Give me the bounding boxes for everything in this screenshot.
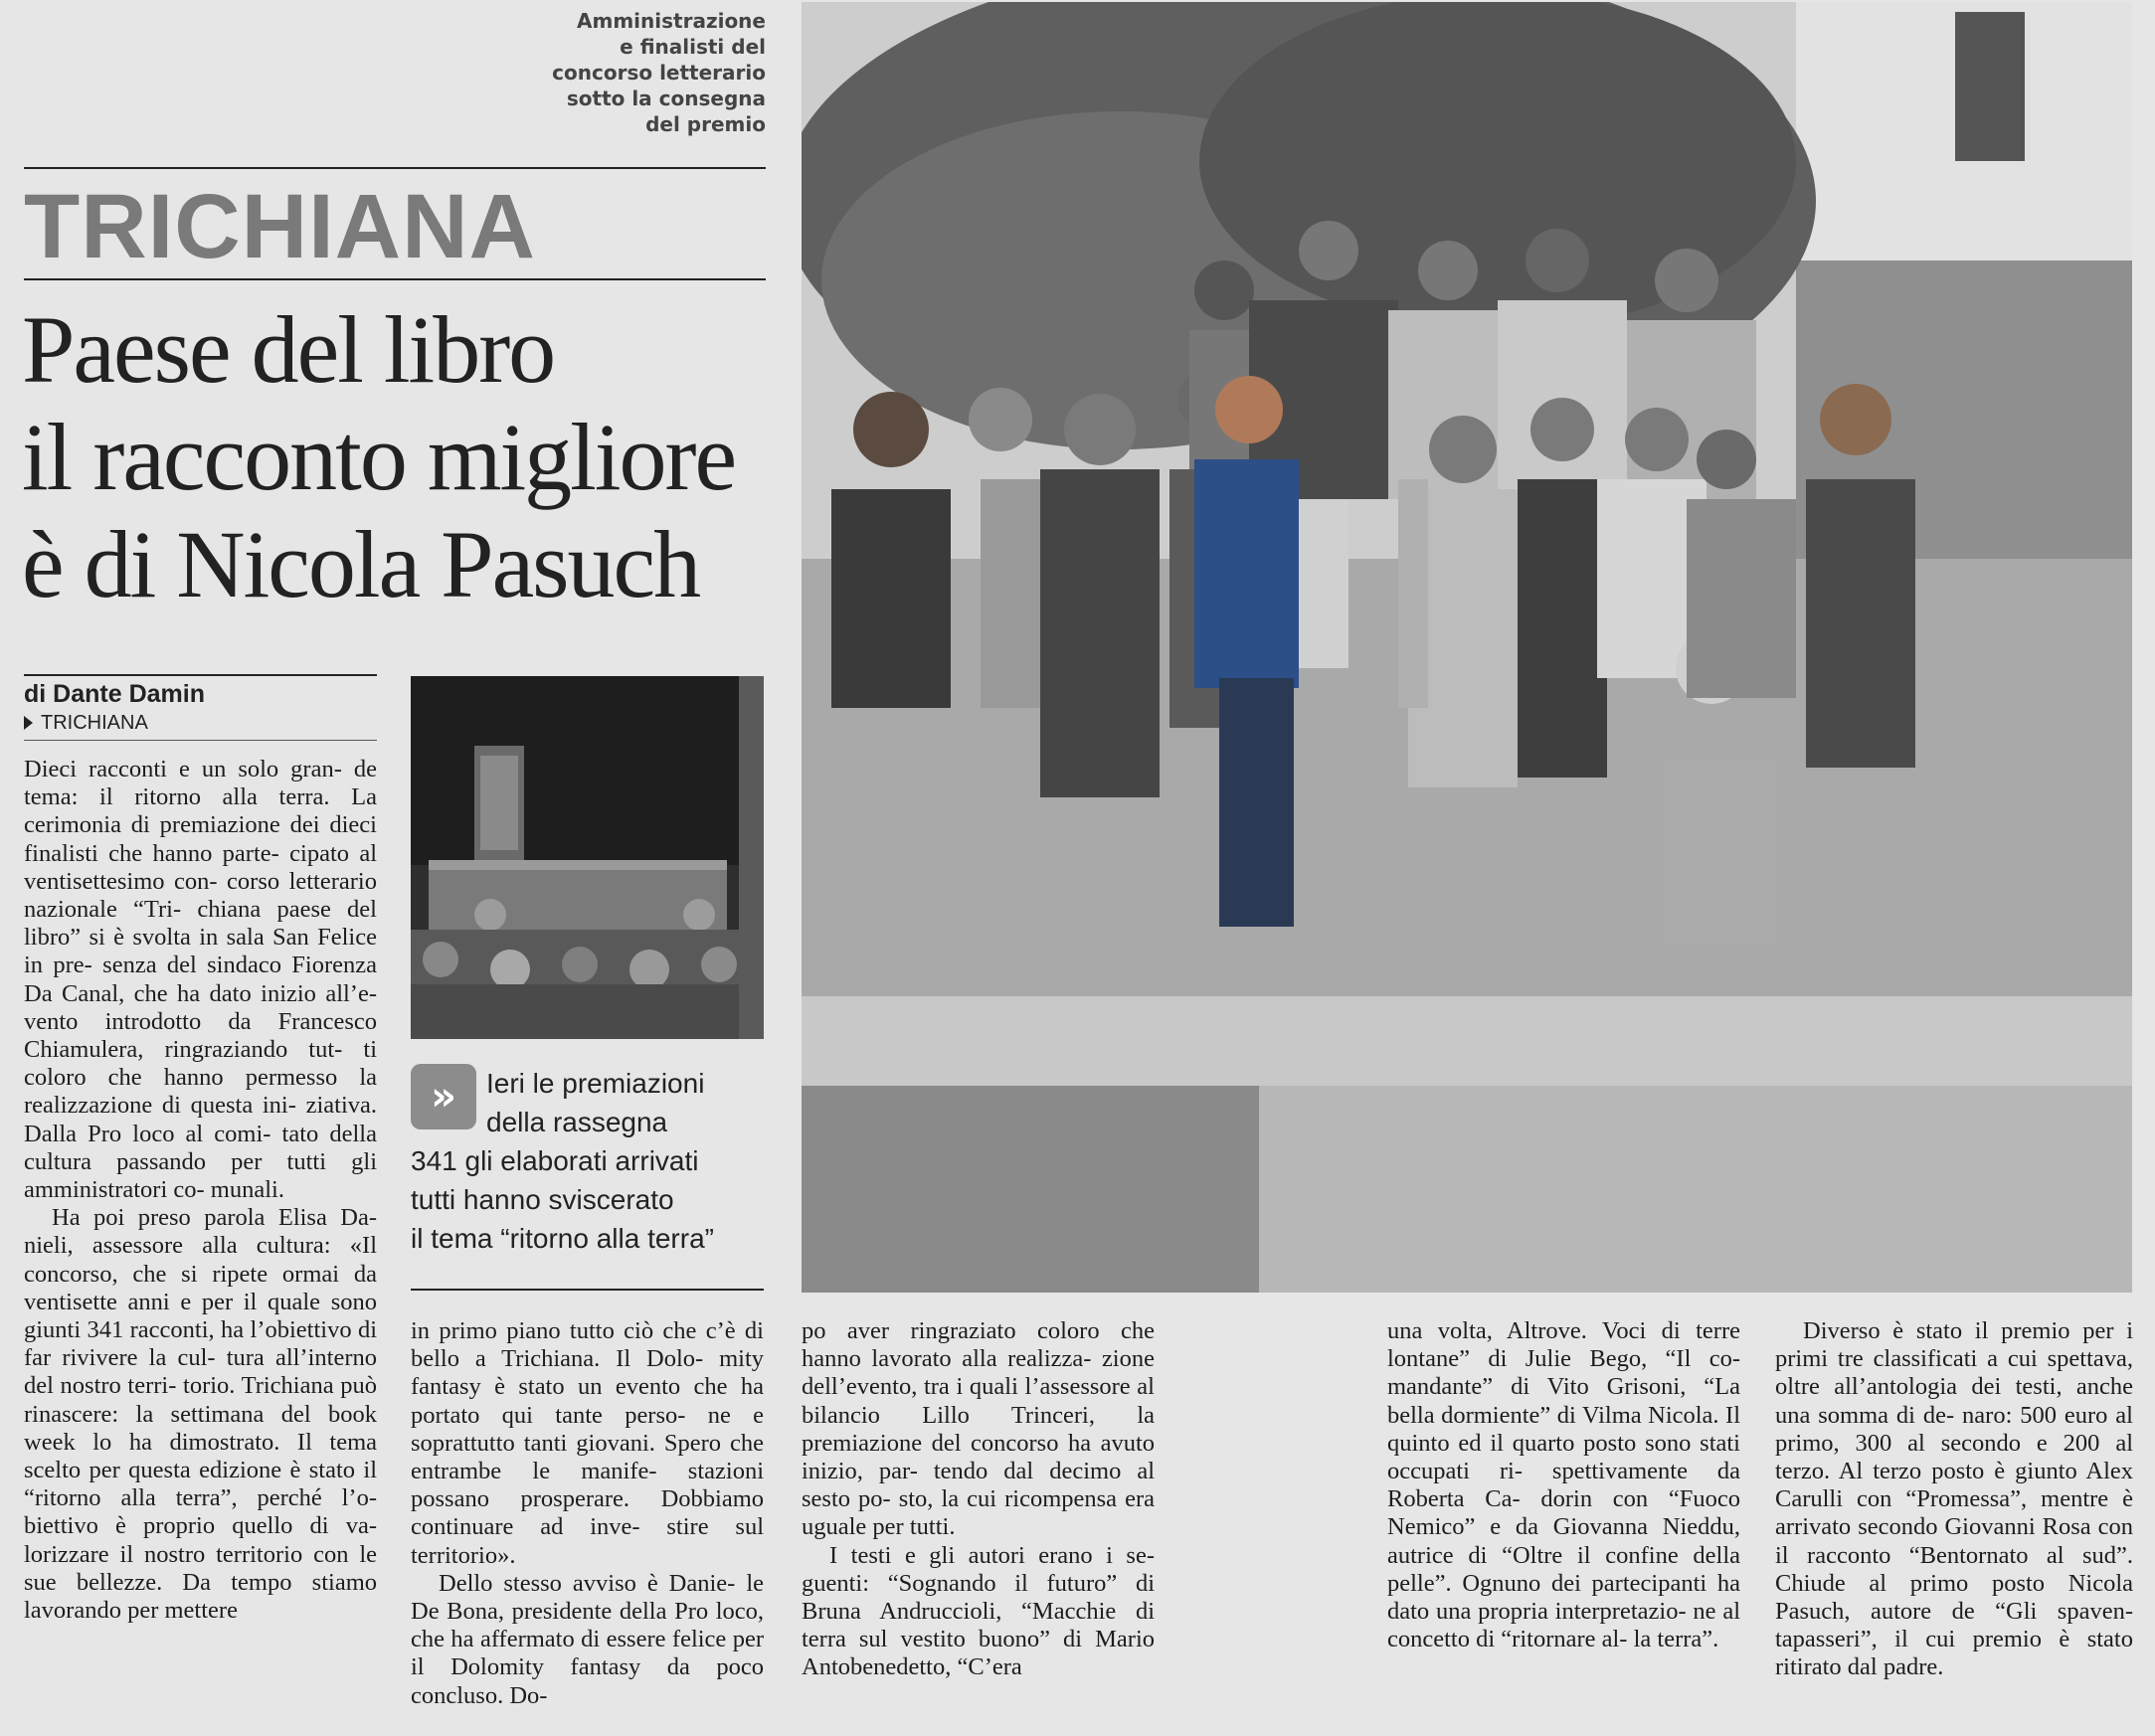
text-line: tendo dal decimo al sesto po- xyxy=(802,1458,1156,1513)
text-line: ne al concetto di “ritornare al- xyxy=(1387,1598,1740,1653)
double-chevron-right-icon: » xyxy=(411,1064,476,1129)
text-line: Dieci racconti e un solo gran- xyxy=(24,756,342,782)
text-line: concorso, che si ripete ormai xyxy=(24,1260,340,1288)
text-line: per tutti gli amministratori co- xyxy=(24,1147,378,1204)
text-line: la realizzazione di questa ini- xyxy=(24,1064,377,1120)
caption-line: Amministrazione xyxy=(577,9,766,33)
text-line: sono giunti 341 racconti, ha xyxy=(24,1288,377,1344)
divider xyxy=(411,1289,764,1291)
text-line: Spero che entrambe le manife- xyxy=(411,1429,764,1485)
text-line: Dobbiamo continuare ad inve- xyxy=(411,1485,765,1541)
text-line: testi, anche una somma di de- xyxy=(1775,1373,2134,1429)
text-line: una volta, Altrove. Voci di terre xyxy=(1387,1317,1740,1344)
text-line: Ognuno dei partecipanti ha xyxy=(1462,1569,1740,1597)
text-line: posto è giunto Alex Carulli con xyxy=(1775,1458,2134,1513)
text-line: ha dimostrato. Il tema scelto xyxy=(24,1428,378,1484)
text-line: I testi e gli autori erano i se- xyxy=(829,1541,1155,1569)
text-line: hanno lavorato alla realizza- xyxy=(802,1345,1092,1373)
text-line: stiamo lavorando per mettere xyxy=(24,1568,378,1625)
byline: di Dante Damin xyxy=(24,680,205,708)
text-line: “ritorno alla terra”, perché l’o- xyxy=(24,1484,377,1512)
text-line: essere felice per il Dolomity xyxy=(411,1626,765,1681)
text-line: lorizzare il nostro territorio xyxy=(24,1540,303,1568)
text-line: corso letterario nazionale “Tri- xyxy=(24,867,377,924)
paragraph xyxy=(802,1317,1155,1542)
text-line: Ha poi preso parola Elisa Da- xyxy=(52,1204,377,1232)
text-line: chiana paese del libro” si è xyxy=(24,896,377,952)
text-line: Chiude al primo posto Nicola xyxy=(1775,1569,2133,1597)
pull-quote-line: 341 gli elaborati arrivati xyxy=(411,1145,699,1176)
text-line: la terra”. xyxy=(1633,1626,1719,1653)
text-line: Mario Antobenedetto, “C’era xyxy=(802,1626,1155,1681)
paragraph xyxy=(1387,1317,1740,1653)
text-line: spettava, oltre all’antologia dei xyxy=(1775,1345,2134,1401)
text-line: biettivo è proprio quello di va- xyxy=(24,1512,377,1540)
pull-quote-line: della rassegna xyxy=(486,1107,668,1137)
article-column-3 xyxy=(802,1317,1155,1682)
text-line: Pasuch, autore de “Gli spaven- xyxy=(1775,1598,2133,1626)
text-line: l’assessore al bilancio Lillo xyxy=(802,1373,1155,1429)
caption-line: e finalisti del xyxy=(620,35,766,59)
ceremony-photo-graphic xyxy=(411,676,764,1039)
photo-caption xyxy=(537,8,766,137)
caption-line: del premio xyxy=(645,112,766,136)
text-line: cerimonia di premiazione dei xyxy=(24,811,320,839)
text-line: Bruna Andruccioli, “Macchie xyxy=(802,1598,1117,1626)
headline-line: Paese del libro xyxy=(22,296,555,403)
pull-quote-line: il tema “ritorno alla terra” xyxy=(411,1223,714,1254)
text-line: naro: 500 euro al primo, 300 al xyxy=(1775,1401,2133,1457)
ceremony-photo xyxy=(411,676,764,1039)
paragraph xyxy=(1775,1317,2133,1682)
group-photo-graphic xyxy=(802,2,2132,1293)
text-line: uguale per tutti. xyxy=(802,1513,956,1541)
text-line: racconto “Bentornato al sud”. xyxy=(1807,1541,2134,1569)
text-line: concorso ha avuto inizio, par- xyxy=(802,1429,1156,1485)
text-line: nieli, assessore alla cultura: «Il xyxy=(24,1232,377,1260)
text-line: “La bella dormiente” di Vilma xyxy=(1387,1373,1741,1429)
dateline xyxy=(24,712,148,735)
text-line: Pro loco, che ha affermato di xyxy=(411,1598,765,1653)
text-line: tapasseri”, il cui premio è stato xyxy=(1775,1626,2133,1653)
text-line: torio. Trichiana può rinascere: xyxy=(24,1372,377,1428)
text-line: vento introdotto da Francesco xyxy=(24,1007,377,1035)
text-line: guenti: “Sognando il futuro” di xyxy=(802,1569,1155,1597)
text-line: spettivamente da Roberta Ca- xyxy=(1387,1458,1740,1513)
text-line: con le sue bellezze. Da tempo xyxy=(24,1540,378,1596)
article-column-2 xyxy=(411,1317,764,1710)
text-line: lontane” di Julie Bego, “Il co- xyxy=(1387,1345,1740,1373)
paragraph xyxy=(24,1204,377,1625)
dateline-text: TRICHIANA xyxy=(41,712,148,734)
text-line: da ventisette anni e per il quale xyxy=(24,1260,377,1315)
text-line: i primi tre classificati a cui xyxy=(1775,1317,2133,1373)
text-line: secondo Giovanni Rosa con il xyxy=(1775,1513,2134,1569)
text-line: secondo e 200 al terzo. Al terzo xyxy=(1775,1429,2133,1485)
text-line: Chiamulera, ringraziando tut- xyxy=(24,1036,343,1064)
text-line: ziativa. Dalla Pro loco al comi- xyxy=(24,1092,378,1147)
paragraph xyxy=(24,756,377,1204)
text-line: senza del sindaco Fiorenza Da xyxy=(24,952,378,1007)
paragraph xyxy=(802,1542,1155,1682)
text-line: ne e soprattutto tanti giovani. xyxy=(411,1401,765,1457)
group-photo xyxy=(802,2,2132,1293)
text-line: c’è di bello a Trichiana. Il Dolo- xyxy=(411,1317,764,1373)
text-line: Dello stesso avviso è Danie- xyxy=(439,1569,736,1597)
text-line: de tema: il ritorno alla terra. La xyxy=(24,756,378,811)
divider xyxy=(24,674,377,676)
text-line: Nicola. Il quinto ed il quarto xyxy=(1387,1401,1740,1457)
text-line: che ha portato qui tante perso- xyxy=(411,1373,765,1429)
text-line: Diverso è stato il premio per xyxy=(1803,1317,2114,1344)
text-line: mity fantasy è stato un evento xyxy=(411,1345,765,1401)
text-line: dato una propria interpretazio- xyxy=(1387,1598,1687,1626)
text-line: cipato al ventisettesimo con- xyxy=(24,839,378,895)
paragraph xyxy=(411,1570,764,1710)
text-line: stazioni possano prosperare. xyxy=(411,1458,765,1513)
text-line: mandante” di Vito Grisoni, xyxy=(1387,1373,1687,1401)
text-line: in primo piano tutto ciò che xyxy=(411,1317,697,1344)
text-line: Canal, che ha dato inizio all’e- xyxy=(61,979,378,1007)
divider xyxy=(24,740,377,741)
text-line: munali. xyxy=(210,1176,284,1204)
text-line: la settimana del book week lo xyxy=(24,1400,378,1456)
section-kicker: TRICHIANA xyxy=(24,176,536,277)
article-column-4 xyxy=(1387,1317,1740,1653)
text-line: sto, la cui ricompensa era xyxy=(898,1485,1155,1513)
caption-line: sotto la consegna xyxy=(566,87,766,110)
text-line: dorin con “Fuoco Nemico” e xyxy=(1387,1485,1740,1541)
divider xyxy=(24,167,766,169)
text-line: ritirato dal padre. xyxy=(1775,1653,1944,1681)
text-line: po aver ringraziato coloro che xyxy=(802,1317,1155,1344)
headline-line: il racconto migliore xyxy=(22,404,736,510)
text-line: Trinceri, la premiazione del xyxy=(802,1401,1155,1457)
headline-line: è di Nicola Pasuch xyxy=(22,511,700,617)
text-line: tura all’interno del nostro terri- xyxy=(24,1344,377,1400)
pull-quote-line: tutti hanno sviscerato xyxy=(411,1184,674,1215)
text-line: zione dell’evento, tra i quali xyxy=(802,1345,1155,1401)
text-line: fantasy da poco concluso. Do- xyxy=(411,1653,765,1709)
text-line: ti coloro che hanno permesso xyxy=(24,1036,378,1092)
text-line: dieci finalisti che hanno parte- xyxy=(24,811,377,867)
headline xyxy=(22,296,778,618)
text-line: “Promessa”, mentre è arrivato xyxy=(1775,1485,2134,1541)
pull-quote-line: Ieri le premiazioni xyxy=(486,1068,705,1099)
caption-line: concorso letterario xyxy=(552,61,766,85)
article-column-1 xyxy=(24,756,377,1625)
text-line: stire sul territorio». xyxy=(411,1513,765,1569)
text-line: per questa edizione è stato il xyxy=(89,1457,378,1484)
triangle-marker-icon xyxy=(24,716,33,730)
text-line: l’obiettivo di far rivivere la cul- xyxy=(24,1316,377,1372)
divider xyxy=(24,278,766,280)
text-line: di terra sul vestito buono” di xyxy=(802,1598,1155,1653)
pull-quote xyxy=(411,1064,764,1258)
text-line: da Giovanna Nieddu, autrice xyxy=(1387,1513,1740,1569)
text-line: svolta in sala San Felice in pre- xyxy=(24,924,377,979)
text-line: di “Oltre il confine della pelle”. xyxy=(1387,1541,1741,1597)
article-column-5 xyxy=(1775,1317,2133,1682)
paragraph xyxy=(411,1317,764,1570)
text-line: posto sono stati occupati ri- xyxy=(1387,1429,1740,1485)
text-line: tato della cultura passando xyxy=(24,1120,377,1175)
text-line: le De Bona, presidente della xyxy=(411,1569,764,1626)
